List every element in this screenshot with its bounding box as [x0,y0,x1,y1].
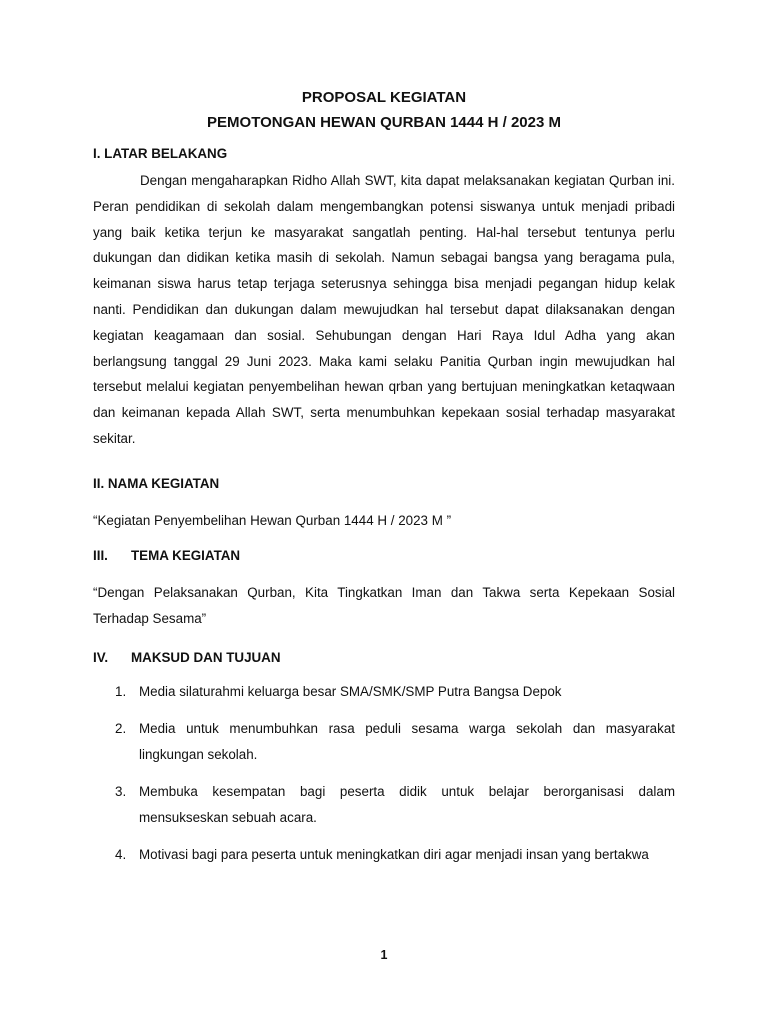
list-item [93,779,675,831]
list-item-text: Media silaturahmi keluarga besar SMA/SMK/SMP Putra Bangsa Depok [139,684,562,699]
tema-kegiatan-text: “Dengan Pelaksanakan Qurban, Kita Tingkatkan Iman dan Takwa serta Kepekaan Sosial Terhadap Sesama” [93,585,675,626]
page-number: 1 [380,948,388,962]
section-heading-maksud-tujuan [93,650,281,665]
list-item-text: Membuka kesempatan bagi peserta didik untuk belajar berorganisasi dalam mensukseskan sebuah acara. [139,784,675,825]
list-item-number: 3. [115,784,127,799]
document-subtitle: PEMOTONGAN HEWAN QURBAN 1444 H / 2023 M [207,114,561,131]
list-item [93,679,675,705]
list-item-number: 2. [115,721,127,736]
list-item-number: 4. [115,847,127,862]
section-heading-nama-kegiatan: II. NAMA KEGIATAN [93,476,220,491]
list-item-text: Motivasi bagi para peserta untuk meningkatkan diri agar menjadi insan yang bertakwa [139,847,649,862]
section-number: III. [93,548,108,563]
list-item [93,842,675,868]
section-heading-text: MAKSUD DAN TUJUAN [131,650,281,665]
section-heading-text: TEMA KEGIATAN [131,548,241,563]
paragraph-latar-belakang-text: Dengan mengaharapkan Ridho Allah SWT, kita dapat melaksanakan kegiatan Qurban ini. Peran pendidikan di sekolah dalam mengembangkan potensi siswanya untuk menjadi pribadi yang baik ketika terjun ke masyarakat sangatlah penting. Hal-hal tersebut tentunya perlu dukungan dan didikan ketika masih di sekolah. Namun sebagai bangsa yang beragama pula, keimanan siswa harus tetap terjaga seterusnya sehingga bisa menjadi pegangan hidup kelak nanti. Pendidikan dan dukungan dalam mewujudkan hal tersebut dapat dilaksanakan dengan kegiatan keagamaan dan sosial. Sehubungan dengan Hari Raya Idul Adha yang akan berlangsung tanggal 29 Juni 2023. Maka kami selaku Panitia Qurban ingin mewujudkan hal tersebut melalui kegiatan penyembelihan hewan qrban yang bertujuan meningkatkan ketaqwaan dan keimanan kepada Allah SWT, serta menumbuhkan kepekaan sosial terhadap masyarakat sekitar. [93,173,675,446]
section-number: IV. [93,650,109,665]
list-item-number: 1. [115,684,127,699]
section-heading-latar-belakang: I. LATAR BELAKANG [93,146,228,161]
list-item [93,716,675,768]
nama-kegiatan-text: “Kegiatan Penyembelihan Hewan Qurban 1444 H / 2023 M ” [93,513,452,528]
paragraph-latar-belakang [93,168,675,452]
document-title: PROPOSAL KEGIATAN [301,89,467,106]
section-heading-tema-kegiatan [93,548,240,563]
list-item-text: Media untuk menumbuhkan rasa peduli sesama warga sekolah dan masyarakat lingkungan sekolah. [139,721,675,762]
